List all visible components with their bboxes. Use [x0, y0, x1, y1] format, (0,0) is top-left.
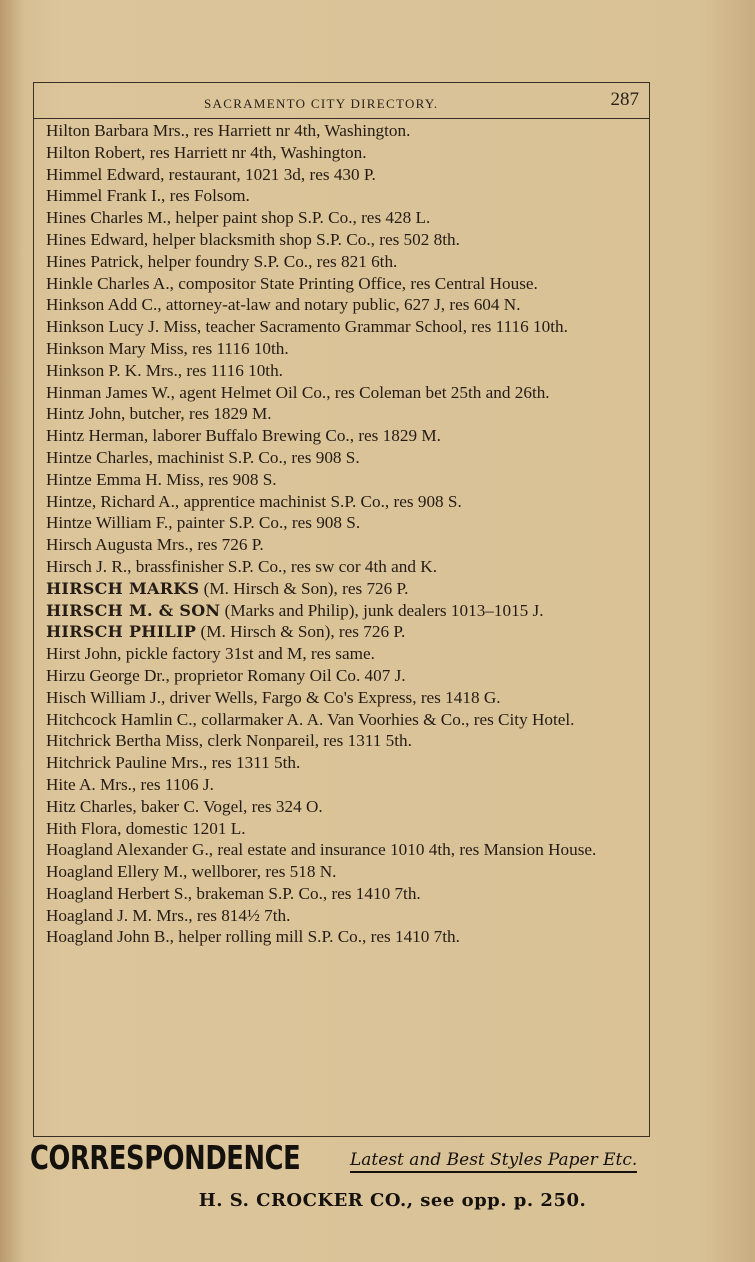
directory-entry — [46, 839, 644, 861]
directory-entry — [46, 382, 644, 404]
entry-text: Hoagland Ellery M., wellborer, res 518 N. — [46, 862, 337, 882]
directory-entry — [46, 818, 644, 840]
entry-text: Hilton Robert, res Harriett nr 4th, Washington. — [46, 142, 367, 162]
directory-entry — [46, 316, 644, 338]
entry-text: Hinkson Add C., attorney-at-law and notary public, 627 J, res 604 N. — [46, 295, 521, 315]
directory-entry — [46, 185, 644, 207]
entry-text: (M. Hirsch & Son), res 726 P. — [199, 578, 409, 598]
directory-entry — [46, 207, 644, 229]
entry-text: Hitchcock Hamlin C., collarmaker A. A. Van Voorhies & Co., res City Hotel. — [46, 709, 575, 729]
directory-entry — [46, 294, 644, 316]
ad-footer: H. S. CROCKER CO., see opp. p. 250. — [198, 1190, 587, 1211]
entry-text: Hirsch J. R., brassfinisher S.P. Co., res sw cor 4th and K. — [46, 556, 437, 576]
entry-bold-name: HIRSCH PHILIP — [46, 622, 197, 642]
directory-entry — [46, 752, 644, 774]
entry-text: Hitchrick Bertha Miss, clerk Nonpareil, res 1311 5th. — [46, 731, 412, 751]
page-number: 287 — [610, 89, 639, 110]
advertisement-banner — [30, 1138, 652, 1188]
entry-text: Hines Charles M., helper paint shop S.P. Co., res 428 L. — [46, 208, 431, 228]
directory-entry — [46, 796, 644, 818]
directory-entry — [46, 338, 644, 360]
directory-entry — [46, 621, 644, 643]
entry-bold-name: HIRSCH MARKS — [46, 578, 200, 598]
entry-text: Himmel Frank I., res Folsom. — [46, 186, 250, 206]
ad-tagline: Latest and Best Styles Paper Etc. — [350, 1150, 637, 1173]
directory-entry — [46, 534, 644, 556]
directory-entry — [46, 687, 644, 709]
entry-text: Hoagland J. M. Mrs., res 814½ 7th. — [46, 905, 291, 925]
directory-entry — [46, 556, 644, 578]
entry-text: (Marks and Philip), junk dealers 1013–1015 J. — [220, 600, 544, 620]
entry-text: Himmel Edward, restaurant, 1021 3d, res 430 P. — [46, 164, 376, 184]
entry-text: Hines Edward, helper blacksmith shop S.P. Co., res 502 8th. — [46, 229, 460, 249]
directory-entries — [46, 120, 644, 948]
entry-text: Hitz Charles, baker C. Vogel, res 324 O. — [46, 796, 323, 816]
directory-entry — [46, 905, 644, 927]
entry-text: Hirzu George Dr., proprietor Romany Oil Co. 407 J. — [46, 665, 406, 685]
entry-text: Hinkson P. K. Mrs., res 1116 10th. — [46, 360, 283, 380]
page-frame — [33, 82, 650, 1137]
directory-entry — [46, 142, 644, 164]
entry-text: Hirsch Augusta Mrs., res 726 P. — [46, 535, 264, 555]
entry-text: Hinkle Charles A., compositor State Printing Office, res Central House. — [46, 273, 538, 293]
entry-bold-name: HIRSCH M. & SON — [46, 600, 221, 620]
entry-text: Hoagland Alexander G., real estate and insurance 1010 4th, res Mansion House. — [46, 840, 597, 860]
entry-text: (M. Hirsch & Son), res 726 P. — [196, 622, 406, 642]
directory-entry — [46, 164, 644, 186]
directory-entry — [46, 665, 644, 687]
directory-entry — [46, 469, 644, 491]
entry-text: Hines Patrick, helper foundry S.P. Co., res 821 6th. — [46, 251, 398, 271]
directory-entry — [46, 491, 644, 513]
entry-text: Hitchrick Pauline Mrs., res 1311 5th. — [46, 753, 301, 773]
directory-entry — [46, 512, 644, 534]
entry-text: Hoagland John B., helper rolling mill S.P. Co., res 1410 7th. — [46, 927, 460, 947]
header-rule — [34, 118, 649, 119]
directory-entry — [46, 883, 644, 905]
entry-text: Hintze Emma H. Miss, res 908 S. — [46, 469, 277, 489]
directory-entry — [46, 251, 644, 273]
directory-entry — [46, 425, 644, 447]
directory-entry — [46, 643, 644, 665]
directory-entry — [46, 120, 644, 142]
running-header — [34, 88, 649, 116]
header-title: SACRAMENTO CITY DIRECTORY. — [204, 96, 439, 111]
directory-entry — [46, 578, 644, 600]
entry-text: Hisch William J., driver Wells, Fargo & Co's Express, res 1418 G. — [46, 687, 501, 707]
entry-text: Hinman James W., agent Helmet Oil Co., res Coleman bet 25th and 26th. — [46, 382, 550, 402]
entry-text: Hirst John, pickle factory 31st and M, res same. — [46, 644, 375, 664]
entry-text: Hintze Charles, machinist S.P. Co., res 908 S. — [46, 447, 360, 467]
directory-entry — [46, 447, 644, 469]
directory-entry — [46, 273, 644, 295]
entry-text: Hite A. Mrs., res 1106 J. — [46, 774, 214, 794]
entry-text: Hilton Barbara Mrs., res Harriett nr 4th, Washington. — [46, 121, 411, 140]
directory-entry — [46, 403, 644, 425]
entry-text: Hintz Herman, laborer Buffalo Brewing Co., res 1829 M. — [46, 426, 441, 446]
directory-entry — [46, 229, 644, 251]
entry-text: Hinkson Lucy J. Miss, teacher Sacramento Grammar School, res 1116 10th. — [46, 317, 568, 337]
entry-text: Hinkson Mary Miss, res 1116 10th. — [46, 338, 289, 358]
entry-text: Hith Flora, domestic 1201 L. — [46, 818, 246, 838]
entry-text: Hintz John, butcher, res 1829 M. — [46, 404, 272, 424]
directory-entry — [46, 360, 644, 382]
directory-entry — [46, 926, 644, 948]
directory-entry — [46, 709, 644, 731]
directory-entry — [46, 600, 644, 622]
entry-text: Hoagland Herbert S., brakeman S.P. Co., res 1410 7th. — [46, 883, 421, 903]
ad-headline: CORRESPONDENCE — [30, 1138, 301, 1177]
entry-text: Hintze, Richard A., apprentice machinist S.P. Co., res 908 S. — [46, 491, 462, 511]
directory-entry — [46, 730, 644, 752]
directory-entry — [46, 861, 644, 883]
entry-text: Hintze William F., painter S.P. Co., res 908 S. — [46, 513, 361, 533]
directory-entry — [46, 774, 644, 796]
